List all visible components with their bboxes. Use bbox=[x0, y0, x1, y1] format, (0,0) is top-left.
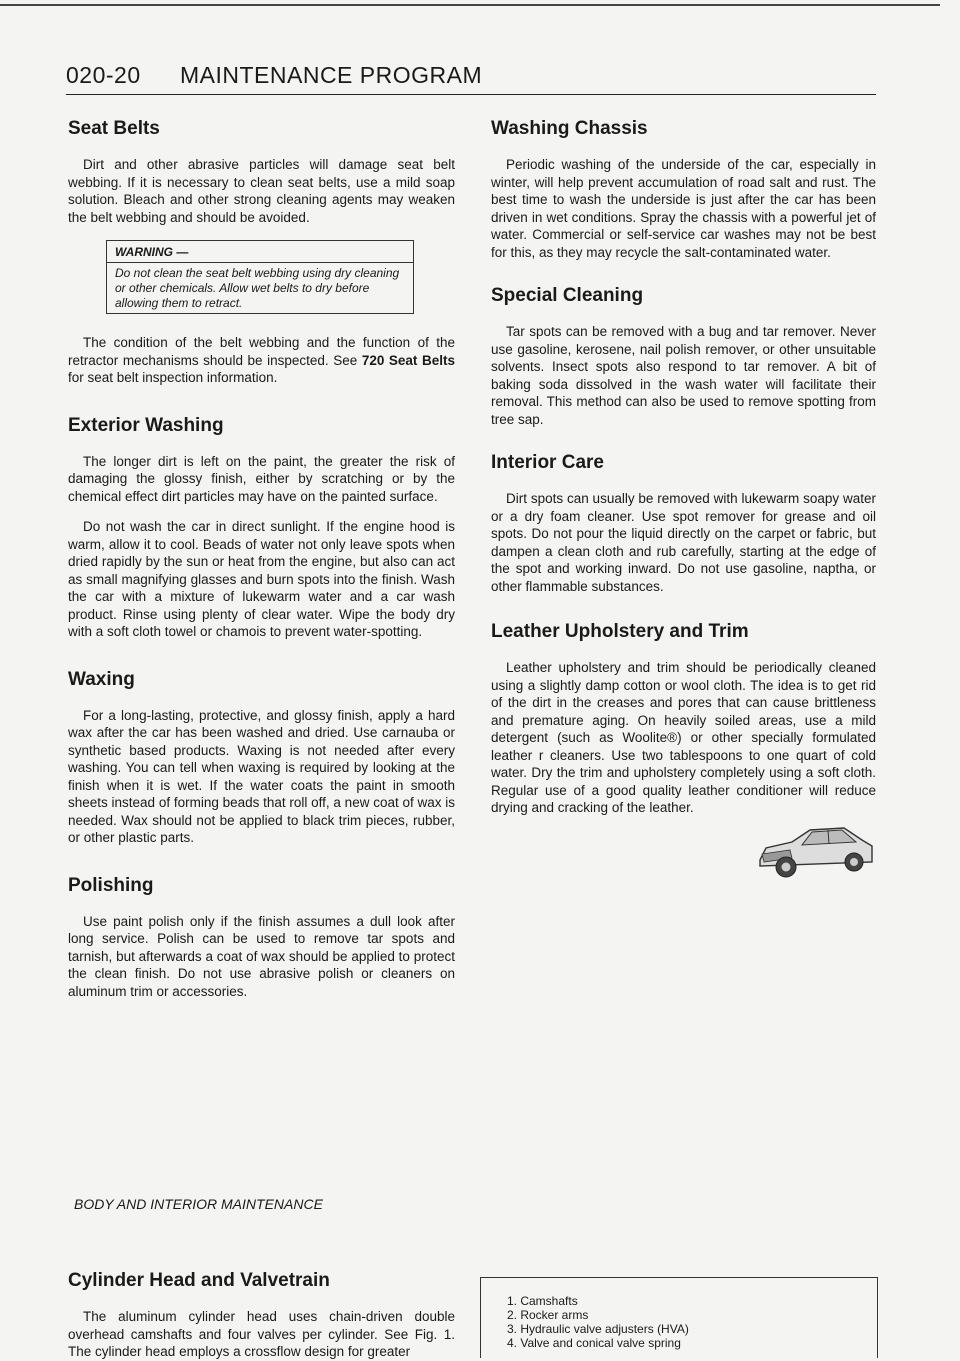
page-header bbox=[66, 62, 876, 95]
top-rule bbox=[0, 4, 940, 6]
left-column bbox=[68, 118, 455, 1000]
legend-item: 4. Valve and conical valve spring bbox=[507, 1336, 681, 1350]
polishing-paragraph-1: Use paint polish only if the finish assumes a dull look after long service. Polish can be used to remove tar spots and tarnish, but afterwards a coat of wax should be applied to protect the clean finish. Do not use abrasive polish or cleaners on aluminum trim or accessories. bbox=[68, 913, 455, 999]
legend-item: 2. Rocker arms bbox=[507, 1308, 589, 1322]
warning-label: WARNING — bbox=[107, 245, 413, 263]
figure-legend-list bbox=[507, 1294, 689, 1350]
page-title: MAINTENANCE PROGRAM bbox=[180, 62, 483, 88]
exterior-paragraph-2: Do not wash the car in direct sunlight. If the engine hood is warm, allow it to cool. Beads of water not only leave spots when dried rapidly by the sun or heat from the engine, but also can act as small magnifying glasses and burn spots into the finish. Wash the car with a mixture of lukewarm water and a car wash product. Rinse using plenty of clear water. Wipe the body dry with a soft cloth towel or chamois to prevent water-spotting. bbox=[68, 519, 455, 639]
bottom-section bbox=[68, 1270, 455, 1361]
exterior-paragraph-1: The longer dirt is left on the paint, the greater the risk of damaging the glossy finish, either by scratching or by the chemical effect dirt particles may have on the painted surface. bbox=[68, 453, 455, 504]
heading-seat-belts: Seat Belts bbox=[68, 118, 160, 139]
right-column bbox=[491, 118, 876, 817]
heading-leather-upholstery: Leather Upholstery and Trim bbox=[491, 621, 749, 642]
waxing-paragraph-1: For a long-lasting, protective, and glossy finish, apply a hard wax after the car has been washed and dried. Use carnauba or synthetic based products. Waxing is not needed after every washing. You can tell when waxing is required by looking at the finish when it is wet. If the water coats the paint in smooth sheets instead of forming beads that roll off, a new coat of wax is needed. Wax should not be applied to black trim pieces, rubber, or other plastic parts. bbox=[68, 707, 455, 845]
legend-item: 1. Camshafts bbox=[507, 1294, 578, 1308]
page-number: 020-20 bbox=[66, 62, 141, 88]
cylinder-paragraph-1: The aluminum cylinder head uses chain-driven double overhead camshafts and four valves per cylinder. See Fig. 1. The cylinder head employs a crossflow design for greater bbox=[68, 1309, 455, 1359]
heading-waxing: Waxing bbox=[68, 668, 135, 690]
warning-box bbox=[106, 240, 414, 314]
seat-belts-paragraph-1: Dirt and other abrasive particles will damage seat belt webbing. If it is necessary to clean seat belts, use a mild soap solution. Bleach and other strong cleaning agents may weaken the belt webbing and should be avoided. bbox=[68, 157, 455, 225]
heading-washing-chassis: Washing Chassis bbox=[491, 118, 648, 139]
interior-care-paragraph-1: Dirt spots can usually be removed with lukewarm soapy water or a dry foam cleaner. Use spot remover for grease and oil spots. Do not pour the liquid directly on the carpet or fabric, but dampen a clean cloth and rub carefully, starting at the edge of the spot and working inward. Do not use gasoline, naptha, or other flammable substances. bbox=[491, 491, 876, 594]
heading-cylinder-head: Cylinder Head and Valvetrain bbox=[68, 1270, 330, 1291]
seat-belts-paragraph-2: The condition of the belt webbing and the function of the retractor mechanisms should be inspected. See 720 Seat Belts for seat belt inspection information. bbox=[68, 335, 455, 385]
heading-special-cleaning: Special Cleaning bbox=[491, 285, 644, 306]
warning-text: Do not clean the seat belt webbing using dry cleaning or other chemicals. Allow wet belts to dry before allowing them to retract. bbox=[115, 266, 400, 310]
heading-interior-care: Interior Care bbox=[491, 452, 604, 473]
heading-polishing: Polishing bbox=[68, 874, 154, 896]
washing-chassis-paragraph-1: Periodic washing of the underside of the car, especially in winter, will help prevent accumulation of road salt and rust. The best time to wash the underside is just after the car has been driven in wet conditions. Spray the chassis with a powerful jet of water. Commercial or self-service car washes may not be best for this, as they may recycle the salt-contaminated water. bbox=[491, 157, 876, 260]
seat-belts-crossref: 720 Seat Belts bbox=[361, 352, 455, 368]
figure-legend-box bbox=[480, 1277, 878, 1358]
section-footer-label: BODY AND INTERIOR MAINTENANCE bbox=[74, 1196, 323, 1212]
legend-item: 3. Hydraulic valve adjusters (HVA) bbox=[507, 1322, 689, 1336]
heading-exterior-washing: Exterior Washing bbox=[68, 414, 224, 436]
leather-paragraph-1: Leather upholstery and trim should be periodically cleaned using a slightly damp cotton or wool cloth. The idea is to get rid of the dirt in the creases and pores that can cause brittleness and premature aging. On heavily soiled areas, use a mild detergent (such as Woolite®) or other specially formulated leather r cleaners. Use two tablespoons to one quart of cold water. Dry the trim and upholstery completely using a soft cloth. Regular use of a good quality leather conditioner will reduce drying and cracking of the leather. bbox=[491, 660, 876, 815]
special-cleaning-paragraph-1: Tar spots can be removed with a bug and tar remover. Never use gasoline, kerosene, nail polish remover, or other unsuitable solvents. Insect spots also respond to tar remover. A bit of baking soda dissolved in the wash water will facilitate their removal. This method can also be used to remove spotting from tree sap. bbox=[491, 324, 876, 427]
car-illustration-icon bbox=[752, 812, 876, 892]
